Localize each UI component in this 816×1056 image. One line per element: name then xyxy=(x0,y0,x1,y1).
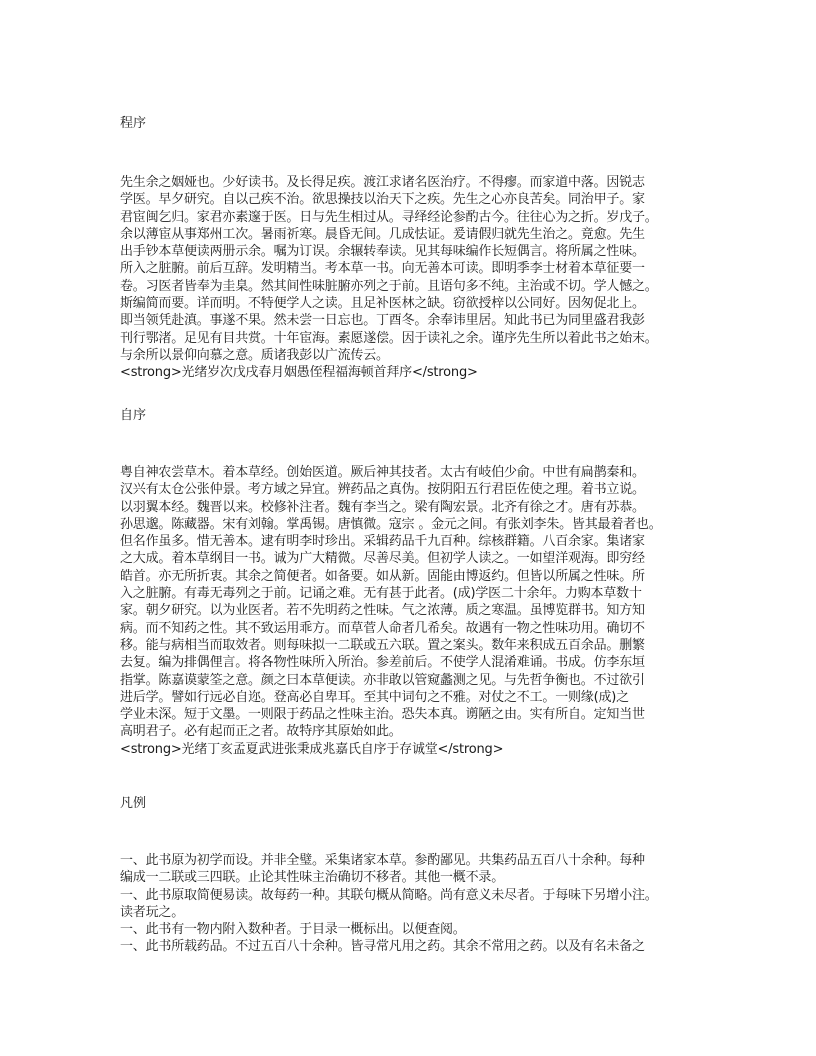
text-line: 孙思邈。陈藏器。宋有刘翰。掌禹锡。唐慎微。寇宗 。金元之间。有张刘李朱。皆其最着者也。 xyxy=(120,516,662,532)
text-line: 移。能与病相当而取效者。则每味拟一二联或五六联。置之案头。数年来积成五百余品。删繁 xyxy=(120,637,645,653)
text-line: 所入之脏腑。前后互辞。发明精当。考本草一书。向无善本可读。即明季李士材着本草征要一 xyxy=(120,261,645,277)
text-line: 一、此书原取简便易读。故每药一种。其联句概从简略。尚有意义未尽者。于每味下另增小注。 xyxy=(120,887,658,903)
text-line: 一、此书所载药品。不过五百八十余种。皆寻常凡用之药。其余不常用之药。以及有名未备之 xyxy=(120,939,645,955)
preface-cheng-body xyxy=(120,174,700,382)
text-line: 一、此书有一物内附入数种者。于目录一概标出。以便查阅。 xyxy=(120,922,466,938)
signature-line: <strong>光绪岁次戊戌春月姻愚侄程福海顿首拜序</strong> xyxy=(120,365,478,381)
text-line: 病。而不知药之性。其不致运用乖方。而草菅人命者几希矣。故遇有一物之性味功用。确切不 xyxy=(120,620,645,636)
text-line: 读者玩之。 xyxy=(120,904,185,920)
general-rules-body xyxy=(120,852,700,956)
section-heading-preface-cheng: 程序 xyxy=(120,116,147,131)
text-line: 汉兴有太仓公张仲景。考方域之异宜。辨药品之真伪。按阴阳五行君臣佐使之理。着书立说。 xyxy=(120,482,645,498)
text-line: 以羽翼本经。魏晋以来。校修补注者。魏有李当之。梁有陶宏景。北齐有徐之才。唐有苏恭。 xyxy=(120,499,645,515)
text-line: 斯编简而要。详而明。不特便学人之读。且足补医林之缺。窃欲授梓以公同好。因匆促北上。 xyxy=(120,296,645,312)
text-line: 即当领凭赴滇。事遂不果。然未尝一日忘也。丁酉冬。余奉讳里居。知此书已为同里盛君我彭 xyxy=(120,313,645,329)
text-line: 君宦闽乞归。家君亦素邃于医。日与先生相过从。寻绎经论参酌古今。往往心为之折。岁戊子。 xyxy=(120,209,658,225)
text-line: 学医。早夕研究。自以己疾不治。欲思操技以治天下之疾。先生之心亦良苦矣。同治甲子。家 xyxy=(120,192,645,208)
text-line: 一、此书原为初学而设。并非全璧。采集诸家本草。参酌鄙见。共集药品五百八十余种。每种 xyxy=(120,853,645,868)
signature-line: <strong>光绪丁亥孟夏武进张秉成兆嘉氏自序于存诚堂</strong> xyxy=(120,741,504,757)
section-heading-general-rules: 凡例 xyxy=(120,796,147,811)
text-line: 先生余之姻娅也。少好读书。及长得足疾。渡江求诸名医治疗。不得瘳。而家道中落。因锐志 xyxy=(120,175,645,190)
text-line: 去复。编为排偶俚言。将各物性味所入所治。参差前后。不使学人混淆难诵。书成。仿李东垣 xyxy=(120,655,645,671)
text-line: 入之脏腑。有毒无毒列之于前。记诵之难。无有甚于此者。(成)学医二十余年。力购本草数十 xyxy=(120,586,642,602)
text-line: 之大成。着本草纲目一书。诚为广大精微。尽善尽美。但初学人读之。一如望洋观海。即穷经 xyxy=(120,551,645,567)
text-line: 编成一二联或三四联。止论其性味主治确切不移者。其他一概不录。 xyxy=(120,870,505,886)
text-line: 粤自神农尝草木。着本草经。创始医道。厥后神其技者。太古有岐伯少俞。中世有扁鹊秦和。 xyxy=(120,465,645,480)
text-line: 高明君子。必有起而正之者。故特序其原始如此。 xyxy=(120,724,402,740)
text-line: 进后学。譬如行远必自迩。登高必自卑耳。至其中词句之不雅。对仗之不工。一则缘(成)之 xyxy=(120,689,629,705)
text-line: 余以薄宦从事郑州工次。暑雨祈寒。晨昏无间。几成怯证。爰请假归就先生治之。竟愈。先生 xyxy=(120,226,645,242)
text-line: 学业未深。短于文墨。一则限于药品之性味主治。恐失本真。谫陋之由。实有所自。定知当世 xyxy=(120,707,645,723)
text-line: 卷。习医者皆奉为圭臬。然其间性味脏腑亦列之于前。且语句多不纯。主治或不切。学人憾之。 xyxy=(120,278,658,294)
text-line: 与余所以景仰向慕之意。质诸我彭以广流传云。 xyxy=(120,347,389,363)
text-line: 刊行鄂渚。足见有目共赏。十年宦海。素愿遂偿。因于读礼之余。谨序先生所以着此书之始末。 xyxy=(120,330,658,346)
text-line: 皓首。亦无所折衷。其余之简便者。如备要。如从新。固能由博返约。但皆以所属之性味。所 xyxy=(120,568,645,584)
text-line: 出手钞本草便读两册示余。嘱为订误。余辗转奉读。见其每味编作长短偶言。将所属之性味。 xyxy=(120,244,645,260)
text-line: 指掌。陈嘉谟蒙筌之意。颜之曰本草便读。亦非敢以管窥蠡测之见。与先哲争衡也。不过欲引 xyxy=(120,672,645,688)
text-line: 但名作虽多。惜无善本。逮有明李时珍出。采辑药品千九百种。综核群籍。八百余家。集诸家 xyxy=(120,534,645,550)
section-heading-author-preface: 自序 xyxy=(120,408,147,423)
author-preface-body xyxy=(120,464,700,758)
text-line: 家。朝夕研究。以为业医者。若不先明药之性味。气之浓薄。质之寒温。虽博览群书。知方知 xyxy=(120,603,645,619)
